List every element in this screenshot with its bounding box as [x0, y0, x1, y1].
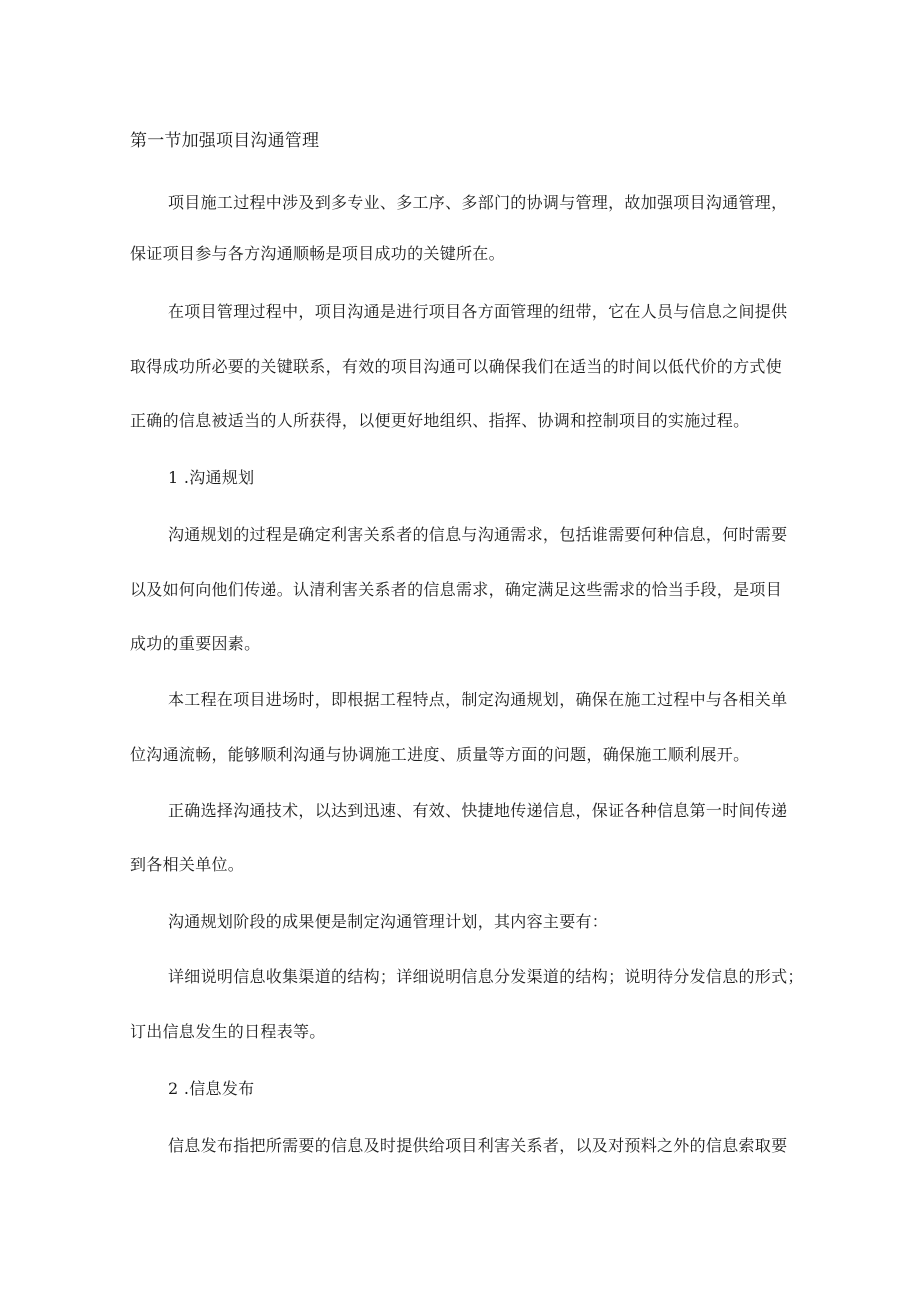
paragraph-line: 沟通规划的过程是确定利害关系者的信息与沟通需求，包括谁需要何种信息，何时需要	[168, 525, 788, 544]
paragraph-line: 沟通规划阶段的成果便是制定沟通管理计划，其内容主要有：	[168, 912, 609, 931]
subsection-heading: 2 .信息发布	[168, 1079, 255, 1098]
paragraph-line: 详细说明信息收集渠道的结构；详细说明信息分发渠道的结构；说明待分发信息的形式；	[168, 967, 804, 986]
paragraph-line: 订出信息发生的日程表等。	[130, 1022, 326, 1041]
paragraph-line: 到各相关单位。	[130, 855, 245, 874]
paragraph-line: 以及如何向他们传递。认清利害关系者的信息需求，确定满足这些需求的恰当手段，是项目	[130, 580, 783, 599]
paragraph-line: 信息发布指把所需要的信息及时提供给项目利害关系者，以及对预料之外的信息索取要	[168, 1136, 788, 1155]
paragraph-line: 正确的信息被适当的人所获得，以便更好地组织、指挥、协调和控制项目的实施过程。	[130, 411, 750, 430]
section-title: 第一节加强项目沟通管理	[130, 131, 320, 151]
subsection-heading: 1 .沟通规划	[168, 468, 255, 487]
paragraph-line: 保证项目参与各方沟通顺畅是项目成功的关键所在。	[130, 244, 505, 263]
paragraph-line: 在项目管理过程中，项目沟通是进行项目各方面管理的纽带，它在人员与信息之间提供	[168, 302, 788, 321]
paragraph-line: 位沟通流畅，能够顺利沟通与协调施工进度、质量等方面的问题，确保施工顺利展开。	[130, 745, 750, 764]
paragraph-line: 本工程在项目进场时，即根据工程特点，制定沟通规划，确保在施工过程中与各相关单	[168, 690, 788, 709]
paragraph-line: 取得成功所必要的关键联系，有效的项目沟通可以确保我们在适当的时间以低代价的方式使	[130, 357, 783, 376]
paragraph-line: 正确选择沟通技术，以达到迅速、有效、快捷地传递信息，保证各种信息第一时间传递	[168, 801, 788, 820]
paragraph-line: 项目施工过程中涉及到多专业、多工序、多部门的协调与管理，故加强项目沟通管理，	[168, 193, 788, 212]
paragraph-line: 成功的重要因素。	[130, 634, 261, 653]
